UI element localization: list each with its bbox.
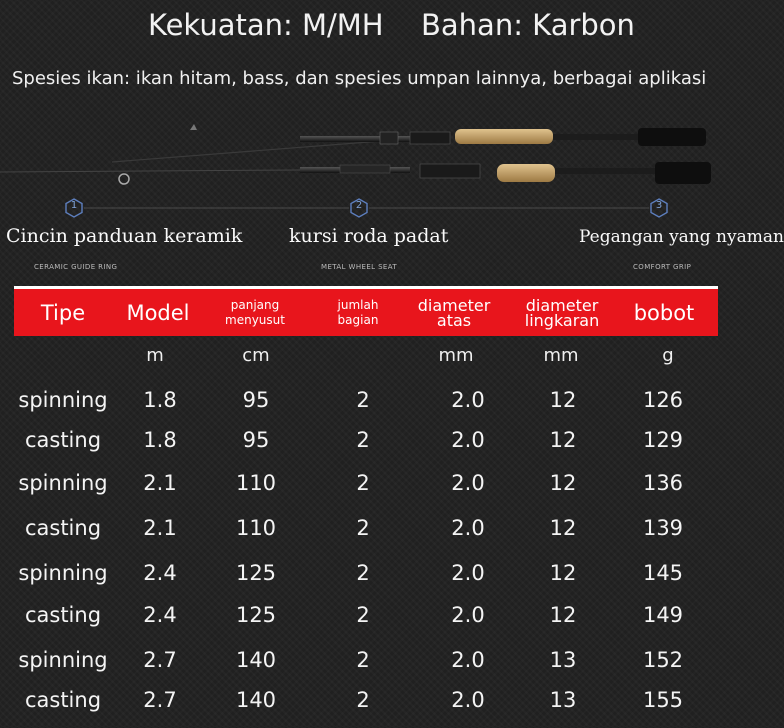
cell-tip-diameter: 2.0 bbox=[451, 471, 485, 495]
header-model: Model bbox=[126, 300, 190, 325]
header-retracted-length: panjang menyusut bbox=[225, 297, 285, 327]
table-row bbox=[14, 516, 718, 556]
cell-length: 125 bbox=[235, 561, 277, 585]
cell-model: 1.8 bbox=[143, 388, 177, 412]
cell-tip-diameter: 2.0 bbox=[451, 428, 485, 452]
cell-model: 2.4 bbox=[143, 561, 177, 585]
cell-weight: 129 bbox=[642, 428, 684, 452]
cell-model: 2.4 bbox=[143, 603, 177, 627]
cell-ring-diameter: 12 bbox=[549, 516, 577, 540]
cell-length: 140 bbox=[235, 688, 277, 712]
step-number: 3 bbox=[655, 200, 663, 211]
header-sections: jumlah bagian bbox=[337, 297, 379, 327]
cell-tip-diameter: 2.0 bbox=[451, 688, 485, 712]
cell-type: spinning bbox=[18, 471, 108, 495]
feature-title-guide-ring: Cincin panduan keramik bbox=[6, 225, 243, 247]
header-tip-diameter: diameter atas bbox=[417, 295, 491, 330]
cell-length: 110 bbox=[235, 471, 277, 495]
cell-weight: 136 bbox=[642, 471, 684, 495]
step-number: 1 bbox=[70, 200, 78, 211]
header-weight: bobot bbox=[633, 300, 695, 325]
cell-type: casting bbox=[24, 516, 102, 540]
feature-subtitle-wheel-seat: METAL WHEEL SEAT bbox=[321, 263, 398, 271]
cell-weight: 155 bbox=[642, 688, 684, 712]
unit-ring-diameter: mm bbox=[543, 345, 579, 366]
cell-weight: 126 bbox=[642, 388, 684, 412]
table-row bbox=[14, 603, 718, 643]
unit-weight: g bbox=[662, 345, 674, 366]
cell-sections: 2 bbox=[356, 603, 370, 627]
cell-ring-diameter: 13 bbox=[549, 648, 577, 672]
cell-length: 110 bbox=[235, 516, 277, 540]
cell-model: 2.1 bbox=[143, 471, 177, 495]
cell-ring-diameter: 12 bbox=[549, 428, 577, 452]
spinning-rod bbox=[0, 162, 711, 184]
table-row bbox=[14, 648, 718, 688]
header-ring-diameter: diameter lingkaran bbox=[524, 295, 600, 330]
cell-type: casting bbox=[24, 688, 102, 712]
cell-length: 125 bbox=[235, 603, 277, 627]
steps-connector bbox=[0, 206, 726, 210]
table-header bbox=[14, 286, 718, 336]
header-type: Tipe bbox=[40, 300, 86, 325]
casting-rod bbox=[112, 124, 706, 162]
material-label: Bahan: Karbon bbox=[421, 8, 635, 42]
cell-sections: 2 bbox=[356, 428, 370, 452]
cell-model: 2.7 bbox=[143, 648, 177, 672]
cell-sections: 2 bbox=[356, 648, 370, 672]
cell-tip-diameter: 2.0 bbox=[451, 516, 485, 540]
cell-sections: 2 bbox=[356, 688, 370, 712]
feature-subtitle-grip: COMFORT GRIP bbox=[633, 263, 692, 271]
cell-ring-diameter: 13 bbox=[549, 688, 577, 712]
cell-length: 140 bbox=[235, 648, 277, 672]
unit-length: cm bbox=[242, 345, 270, 366]
cell-model: 2.7 bbox=[143, 688, 177, 712]
cell-type: spinning bbox=[18, 388, 108, 412]
table-row bbox=[14, 428, 718, 468]
cell-type: casting bbox=[24, 603, 102, 627]
cell-type: casting bbox=[24, 428, 102, 452]
cell-type: spinning bbox=[18, 561, 108, 585]
cell-sections: 2 bbox=[356, 561, 370, 585]
cell-ring-diameter: 12 bbox=[549, 471, 577, 495]
cell-tip-diameter: 2.0 bbox=[451, 603, 485, 627]
unit-tip-diameter: mm bbox=[438, 345, 474, 366]
cell-ring-diameter: 12 bbox=[549, 388, 577, 412]
cell-tip-diameter: 2.0 bbox=[451, 388, 485, 412]
table-row bbox=[14, 561, 718, 601]
cell-weight: 139 bbox=[642, 516, 684, 540]
cell-sections: 2 bbox=[356, 516, 370, 540]
feature-title-grip: Pegangan yang nyaman bbox=[579, 227, 784, 247]
cell-ring-diameter: 12 bbox=[549, 561, 577, 585]
cell-weight: 149 bbox=[642, 603, 684, 627]
cell-tip-diameter: 2.0 bbox=[451, 648, 485, 672]
cell-weight: 152 bbox=[642, 648, 684, 672]
cell-ring-diameter: 12 bbox=[549, 603, 577, 627]
cell-type: spinning bbox=[18, 648, 108, 672]
table-row bbox=[14, 388, 718, 428]
feature-title-wheel-seat: kursi roda padat bbox=[289, 225, 449, 247]
fishing-rods-image bbox=[0, 110, 726, 195]
step-number: 2 bbox=[355, 200, 363, 211]
species-text: Spesies ikan: ikan hitam, bass, dan spesies umpan lainnya, berbagai aplikasi bbox=[12, 68, 707, 89]
cell-sections: 2 bbox=[356, 471, 370, 495]
cell-length: 95 bbox=[242, 388, 270, 412]
cell-tip-diameter: 2.0 bbox=[451, 561, 485, 585]
cell-model: 1.8 bbox=[143, 428, 177, 452]
cell-sections: 2 bbox=[356, 388, 370, 412]
cell-length: 95 bbox=[242, 428, 270, 452]
cell-weight: 145 bbox=[642, 561, 684, 585]
cell-model: 2.1 bbox=[143, 516, 177, 540]
table-row bbox=[14, 688, 718, 728]
feature-subtitle-guide-ring: CERAMIC GUIDE RING bbox=[34, 263, 118, 271]
table-row bbox=[14, 471, 718, 511]
unit-model: m bbox=[146, 345, 164, 366]
strength-label: Kekuatan: M/MH bbox=[148, 8, 384, 42]
